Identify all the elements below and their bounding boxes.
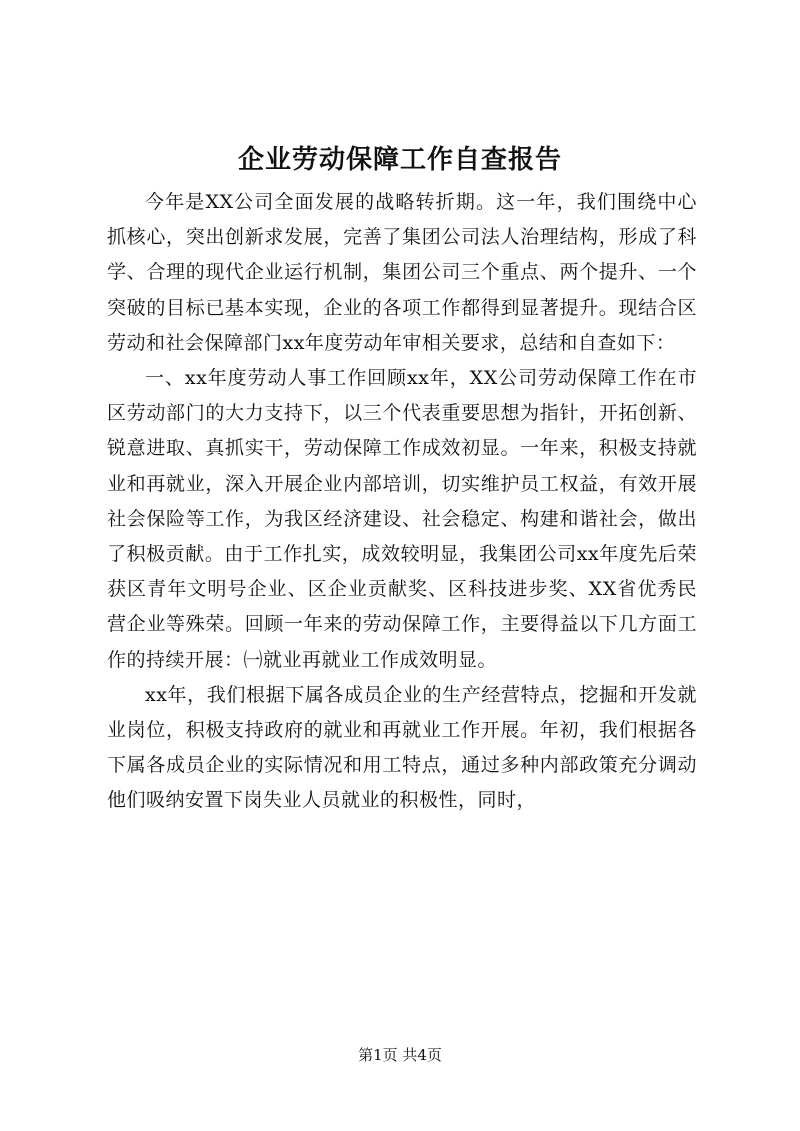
paragraph-review: 一、xx年度劳动人事工作回顾xx年，XX公司劳动保障工作在市区劳动部门的大力支持下，以三个代表重要思想为指针，开拓创新、锐意进取、真抓实干，劳动保障工作成效初显。一年来，积极支持就业和再就业，深入开展企业内部培训，切实维护员工权益，有效开展社会保险等工作，为我区经济建设、社会稳定、构建和谐社会，做出了积极贡献。由于工作扎实，成效较明显，我集团公司xx年度先后荣获区青年文明号企业、区企业贡献奖、区科技进步奖、XX省优秀民营企业等殊荣。回顾一年来的劳动保障工作，主要得益以下几方面工作的持续开展：㈠就业再就业工作成效明显。 xyxy=(107,367,697,671)
page-footer: 第1页 共4页 xyxy=(358,1046,442,1064)
paragraph-employment: xx年，我们根据下属各成员企业的生产经营特点，挖掘和开发就业岗位，积极支持政府的就业和再就业工作开展。年初，我们根据各下属各成员企业的实际情况和用工特点，通过多种内部政策充分调动他们吸纳安置下岗失业人员就业的积极性，同时， xyxy=(107,683,697,812)
document-body xyxy=(107,185,697,819)
paragraph-intro: 今年是XX公司全面发展的战略转折期。这一年，我们围绕中心抓核心，突出创新求发展，完善了集团公司法人治理结构，形成了科学、合理的现代企业运行机制，集团公司三个重点、两个提升、一个突破的目标已基本实现，企业的各项工作都得到显著提升。现结合区劳动和社会保障部门xx年度劳动年审相关要求，总结和自查如下： xyxy=(107,191,697,354)
document-title: 企业劳动保障工作自查报告 xyxy=(237,145,562,175)
